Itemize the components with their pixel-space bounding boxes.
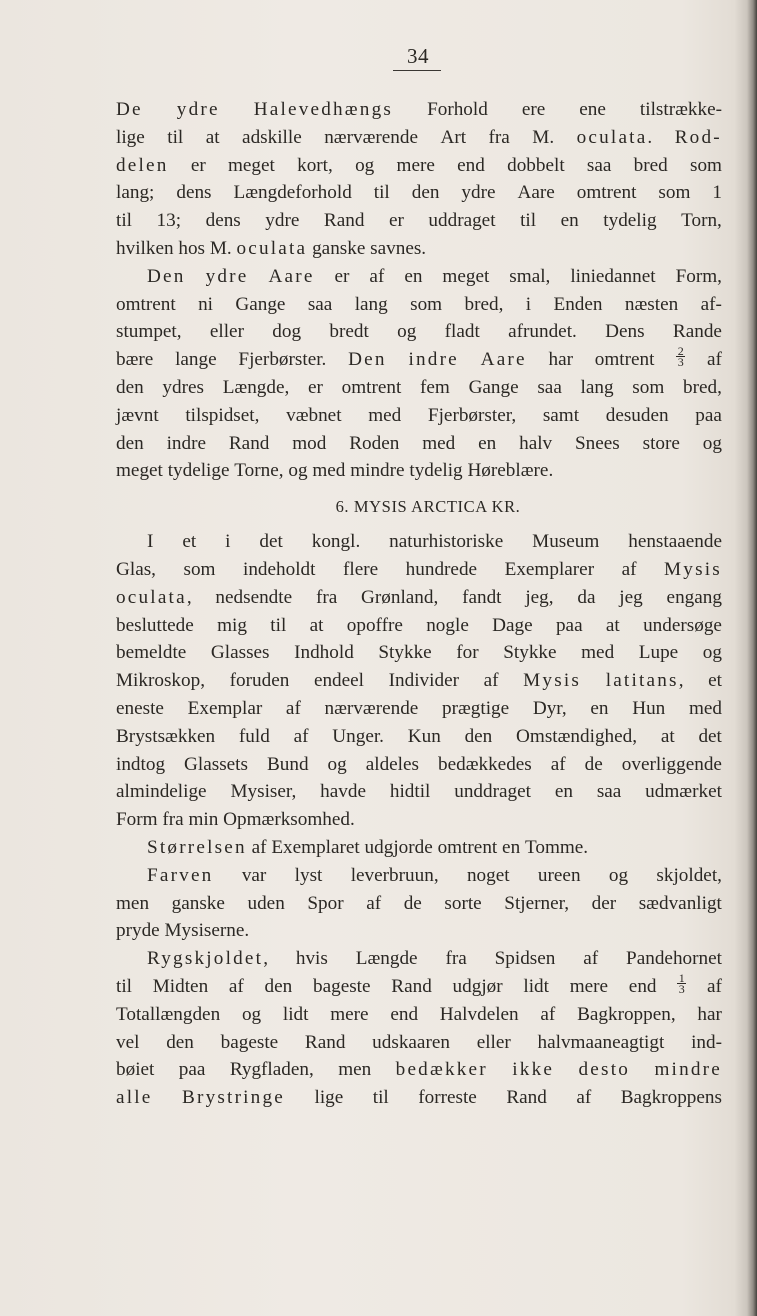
- text-line: til 13; dens ydre Rand er uddraget til en tydelig Torn,: [116, 210, 722, 232]
- text-line: pryde Mysiserne.: [116, 920, 250, 942]
- fraction: $\frac{1}{3}$: [678, 970, 685, 996]
- text-line: den ydres Længde, er omtrent fem Gange saa lang som bred,: [116, 376, 722, 398]
- text-line: Form fra min Opmærksomhed.: [116, 809, 355, 831]
- text-line: De ydre Halevedhængs Forhold ere ene tilstrække-: [116, 99, 722, 120]
- text-line: lige til at adskille nærværende Art fra M. oculata. Rod-: [116, 126, 722, 148]
- text-line: til Midten af den bageste Rand udgjør lidt mere end $\frac{1}{3}$ af: [116, 973, 722, 1001]
- text-line: bøiet paa Rygfladen, men bedækker ikke desto mindre: [116, 1059, 722, 1081]
- text-line: indtog Glassets Bund og aldeles bedækkedes af de overliggende: [116, 753, 722, 775]
- text-line: lang; dens Længdeforhold til den ydre Aare omtrent som 1: [116, 182, 722, 204]
- text-line: vel den bageste Rand udskaaren eller halvmaaneagtigt ind-: [116, 1031, 722, 1053]
- text-line: Rygskjoldet, hvis Længde fra Spidsen af Pandehornet: [147, 948, 722, 970]
- text-line: omtrent ni Gange saa lang som bred, i Enden næsten af-: [116, 293, 722, 315]
- text-line: Glas, som indeholdt flere hundrede Exemplarer af Mysis: [116, 558, 722, 580]
- text-line: Totallængden og lidt mere end Halvdelen af Bagkroppen, har: [116, 1003, 722, 1025]
- body-text: [116, 96, 722, 1112]
- text-line: Den ydre Aare er af en meget smal, liniedannet Form,: [147, 265, 722, 287]
- text-line: jævnt tilspidset, væbnet med Fjerbørster, samt desuden paa: [116, 404, 722, 426]
- text-line: besluttede mig til at opoffre nogle Dage paa at undersøge: [116, 614, 722, 636]
- text-line: hvilken hos M. oculata ganske savnes.: [116, 237, 427, 259]
- text-line: stumpet, eller dog bredt og fladt afrundet. Dens Rande: [116, 321, 722, 343]
- text-line: Mikroskop, foruden endeel Individer af Mysis latitans, et: [116, 670, 722, 692]
- text-line: Størrelsen af Exemplaret udgjorde omtrent en Tomme.: [147, 836, 589, 858]
- text-line: almindelige Mysiser, havde hidtil unddraget en saa udmærket: [116, 781, 722, 803]
- text-line: oculata, nedsendte fra Grønland, fandt jeg, da jeg engang: [116, 586, 722, 608]
- text-line: men ganske uden Spor af de sorte Stjerner, der sædvanligt: [116, 892, 722, 914]
- text-line: den indre Rand mod Roden med en halv Snees store og: [116, 432, 722, 454]
- text-line: eneste Exemplar af nærværende prægtige Dyr, en Hun med: [116, 697, 722, 719]
- page-edge-shadow: [747, 0, 757, 1316]
- page-number-rule: [393, 70, 441, 71]
- text-line: Farven var lyst leverbruun, noget ureen og skjoldet,: [147, 864, 722, 886]
- fraction: $\frac{2}{3}$: [677, 344, 684, 370]
- text-line: I et i det kongl. naturhistoriske Museum henstaaende: [147, 531, 722, 553]
- text-line: bære lange Fjerbørster. Den indre Aare har omtrent $\frac{2}{3}$ af: [116, 346, 722, 374]
- text-line: Brystsækken fuld af Unger. Kun den Omstændighed, at det: [116, 725, 722, 747]
- text-line: alle Brystringe lige til forreste Rand af Bagkroppens: [116, 1087, 722, 1109]
- text-line: bemeldte Glasses Indhold Stykke for Stykke med Lupe og: [116, 642, 722, 664]
- text-line: delen er meget kort, og mere end dobbelt saa bred som: [116, 154, 722, 176]
- section-heading: 6. MYSIS ARCTICA KR.: [335, 496, 521, 516]
- text-line: meget tydelige Torne, og med mindre tydelig Høreblære.: [116, 460, 554, 482]
- page-number: 34: [407, 44, 429, 68]
